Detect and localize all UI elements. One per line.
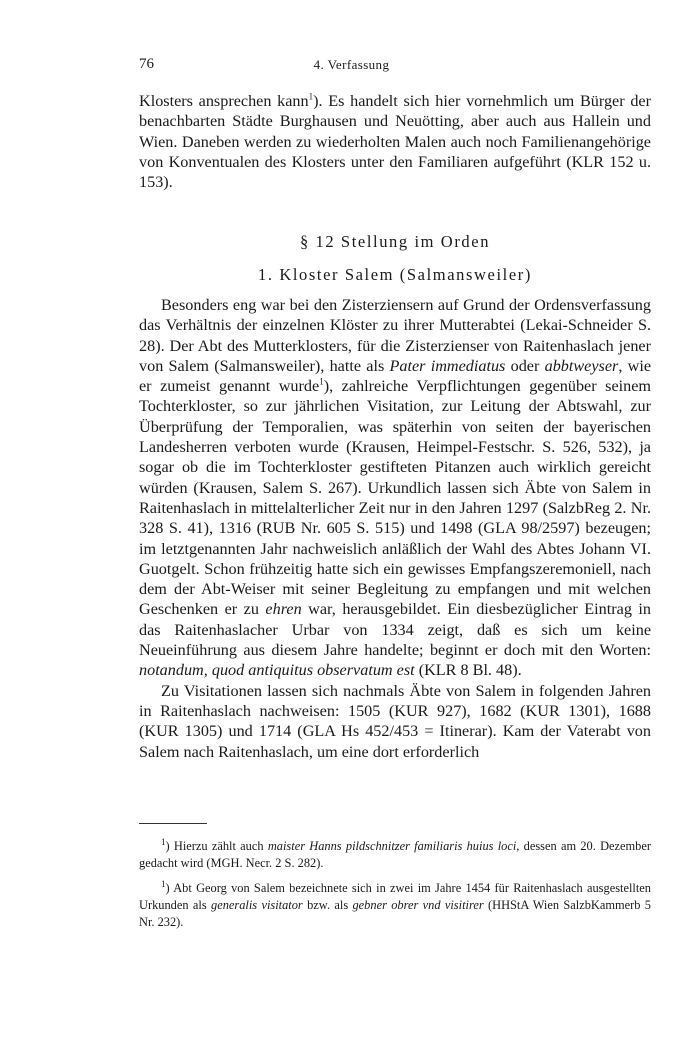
main-text-block bbox=[139, 295, 651, 762]
text-run: (HHStA Wien SalzbKammerb 5 Nr. 232). bbox=[139, 898, 652, 929]
footnote bbox=[139, 838, 651, 872]
text-run: (KLR 8 Bl. 48). bbox=[414, 661, 522, 680]
footnote-mark: 1 bbox=[161, 878, 166, 889]
section-heading: § 12 Stellung im Orden bbox=[299, 232, 491, 251]
footnote-ref: 1 bbox=[308, 91, 314, 102]
text-run: Klosters ansprechen kann bbox=[139, 92, 309, 110]
text-run: , dessen am 20. Dezember gedacht wird (MGH. Necr. 2 S. 282). bbox=[139, 839, 651, 870]
text-run: ) Hierzu zählt auch bbox=[165, 839, 268, 853]
page-number: 76 bbox=[139, 56, 154, 72]
italic-term: gebner obrer vnd visitirer bbox=[352, 898, 484, 912]
italic-term: Pater immediatus bbox=[389, 356, 506, 375]
italic-term: ehren bbox=[265, 600, 302, 619]
footnote-separator bbox=[139, 823, 207, 824]
text-run: ) Abt Georg von Salem bezeichnete sich in zwei im Jahre 1454 für Raitenhaslach ausgestellten Urkunden als bbox=[139, 881, 651, 912]
page-header bbox=[139, 56, 564, 76]
footnotes bbox=[139, 838, 651, 939]
italic-term: maister Hanns pildschnitzer familiaris huius loci bbox=[267, 839, 517, 853]
body-paragraph bbox=[139, 681, 651, 762]
body-paragraph bbox=[139, 91, 651, 192]
italic-term: generalis visitator bbox=[211, 898, 303, 912]
italic-term: abbtweyser bbox=[544, 356, 619, 375]
footnote-ref: 1 bbox=[319, 376, 324, 387]
text-run: Besonders eng war bei den Zisterziensern auf Grund der Ordensverfassung das Verhältnis der einzelnen Klöster zu ihrer Mutterabtei (Lekai-Schneider S. 28). Der Abt des Mutterklosters, für die Zisterzienser von Raitenhaslach jener von Salem (Salmansweiler), hatte als bbox=[139, 296, 651, 375]
footnote bbox=[139, 880, 651, 931]
text-run: oder bbox=[505, 356, 545, 375]
text-run: ). Es handelt sich hier vornehmlich um Bürger der benachbarten Städte Burghausen und Neuötting, aber auch aus Hallein und Wien. Daneben werden zu wiederholten Malen auch noch Familienangehörige von Konventualen des Klosters unter den Familiaren aufgeführt (KLR 152 u. 153). bbox=[139, 92, 651, 192]
italic-term: notandum, quod antiquitus observatum est bbox=[139, 661, 415, 680]
running-head: 4. Verfassung bbox=[313, 57, 390, 72]
text-run: , wie er zumeist genannt wurde bbox=[139, 356, 652, 396]
body-paragraph bbox=[139, 295, 651, 681]
text-run: bzw. als bbox=[302, 898, 353, 912]
text-run: war, herausgebildet. Ein diesbezüglicher Eintrag in das Raitenhaslacher Urbar von 1334 zeigt, daß es sich um keine Neueinführung aus diesem Jahre handelte; beginnt er doch mit den Worten: bbox=[139, 600, 651, 660]
text-run: ), zahlreiche Verpflichtungen gegenüber seinem Tochterkloster, so zur jährlichen Visitation, zur Leitung der Abtswahl, zur Überprüfung der Temporalien, was späterhin von seiten der bayerischen Landesherren verboten wurde (Krausen, Heimpel-Festschr. S. 526, 532), ja sogar ob die im Tochterkloster gestifteten Pitanzen auch wirklich gereicht würden (Krausen, Salem S. 267). Urkundlich lassen sich Äbte von Salem in Raitenhaslach in mittelalterlicher Zeit nur in den Jahren 1297 (SalzbReg 2. Nr. 328 S. 41), 1316 (RUB Nr. 605 S. 515) und 1498 (GLA 98/2597) bezeugen; im letztgenannten Jahr nachweislich anläßlich der Wahl des Abtes Johann VI. Guotgelt. Schon frühzeitig hatte sich ein gewisses Empfangszeremoniell, nach dem der Abt-Weiser mit seiner Begleitung zu empfangen und mit welchen Geschenken er zu bbox=[139, 377, 651, 619]
text-run: Zu Visitationen lassen sich nachmals Äbte von Salem in folgenden Jahren in Raitenhaslach nachweisen: 1505 (KUR 927), 1682 (KUR 1301), 1688 (KUR 1305) und 1714 (GLA Hs 452/453 = Itinerar). Kam der Vaterabt von Salem nach Raitenhaslach, um eine dort erforderlich bbox=[139, 681, 651, 761]
subsection-heading: 1. Kloster Salem (Salmansweiler) bbox=[258, 265, 532, 284]
footnote-mark: 1 bbox=[161, 836, 166, 847]
continued-paragraph-block bbox=[139, 91, 651, 192]
